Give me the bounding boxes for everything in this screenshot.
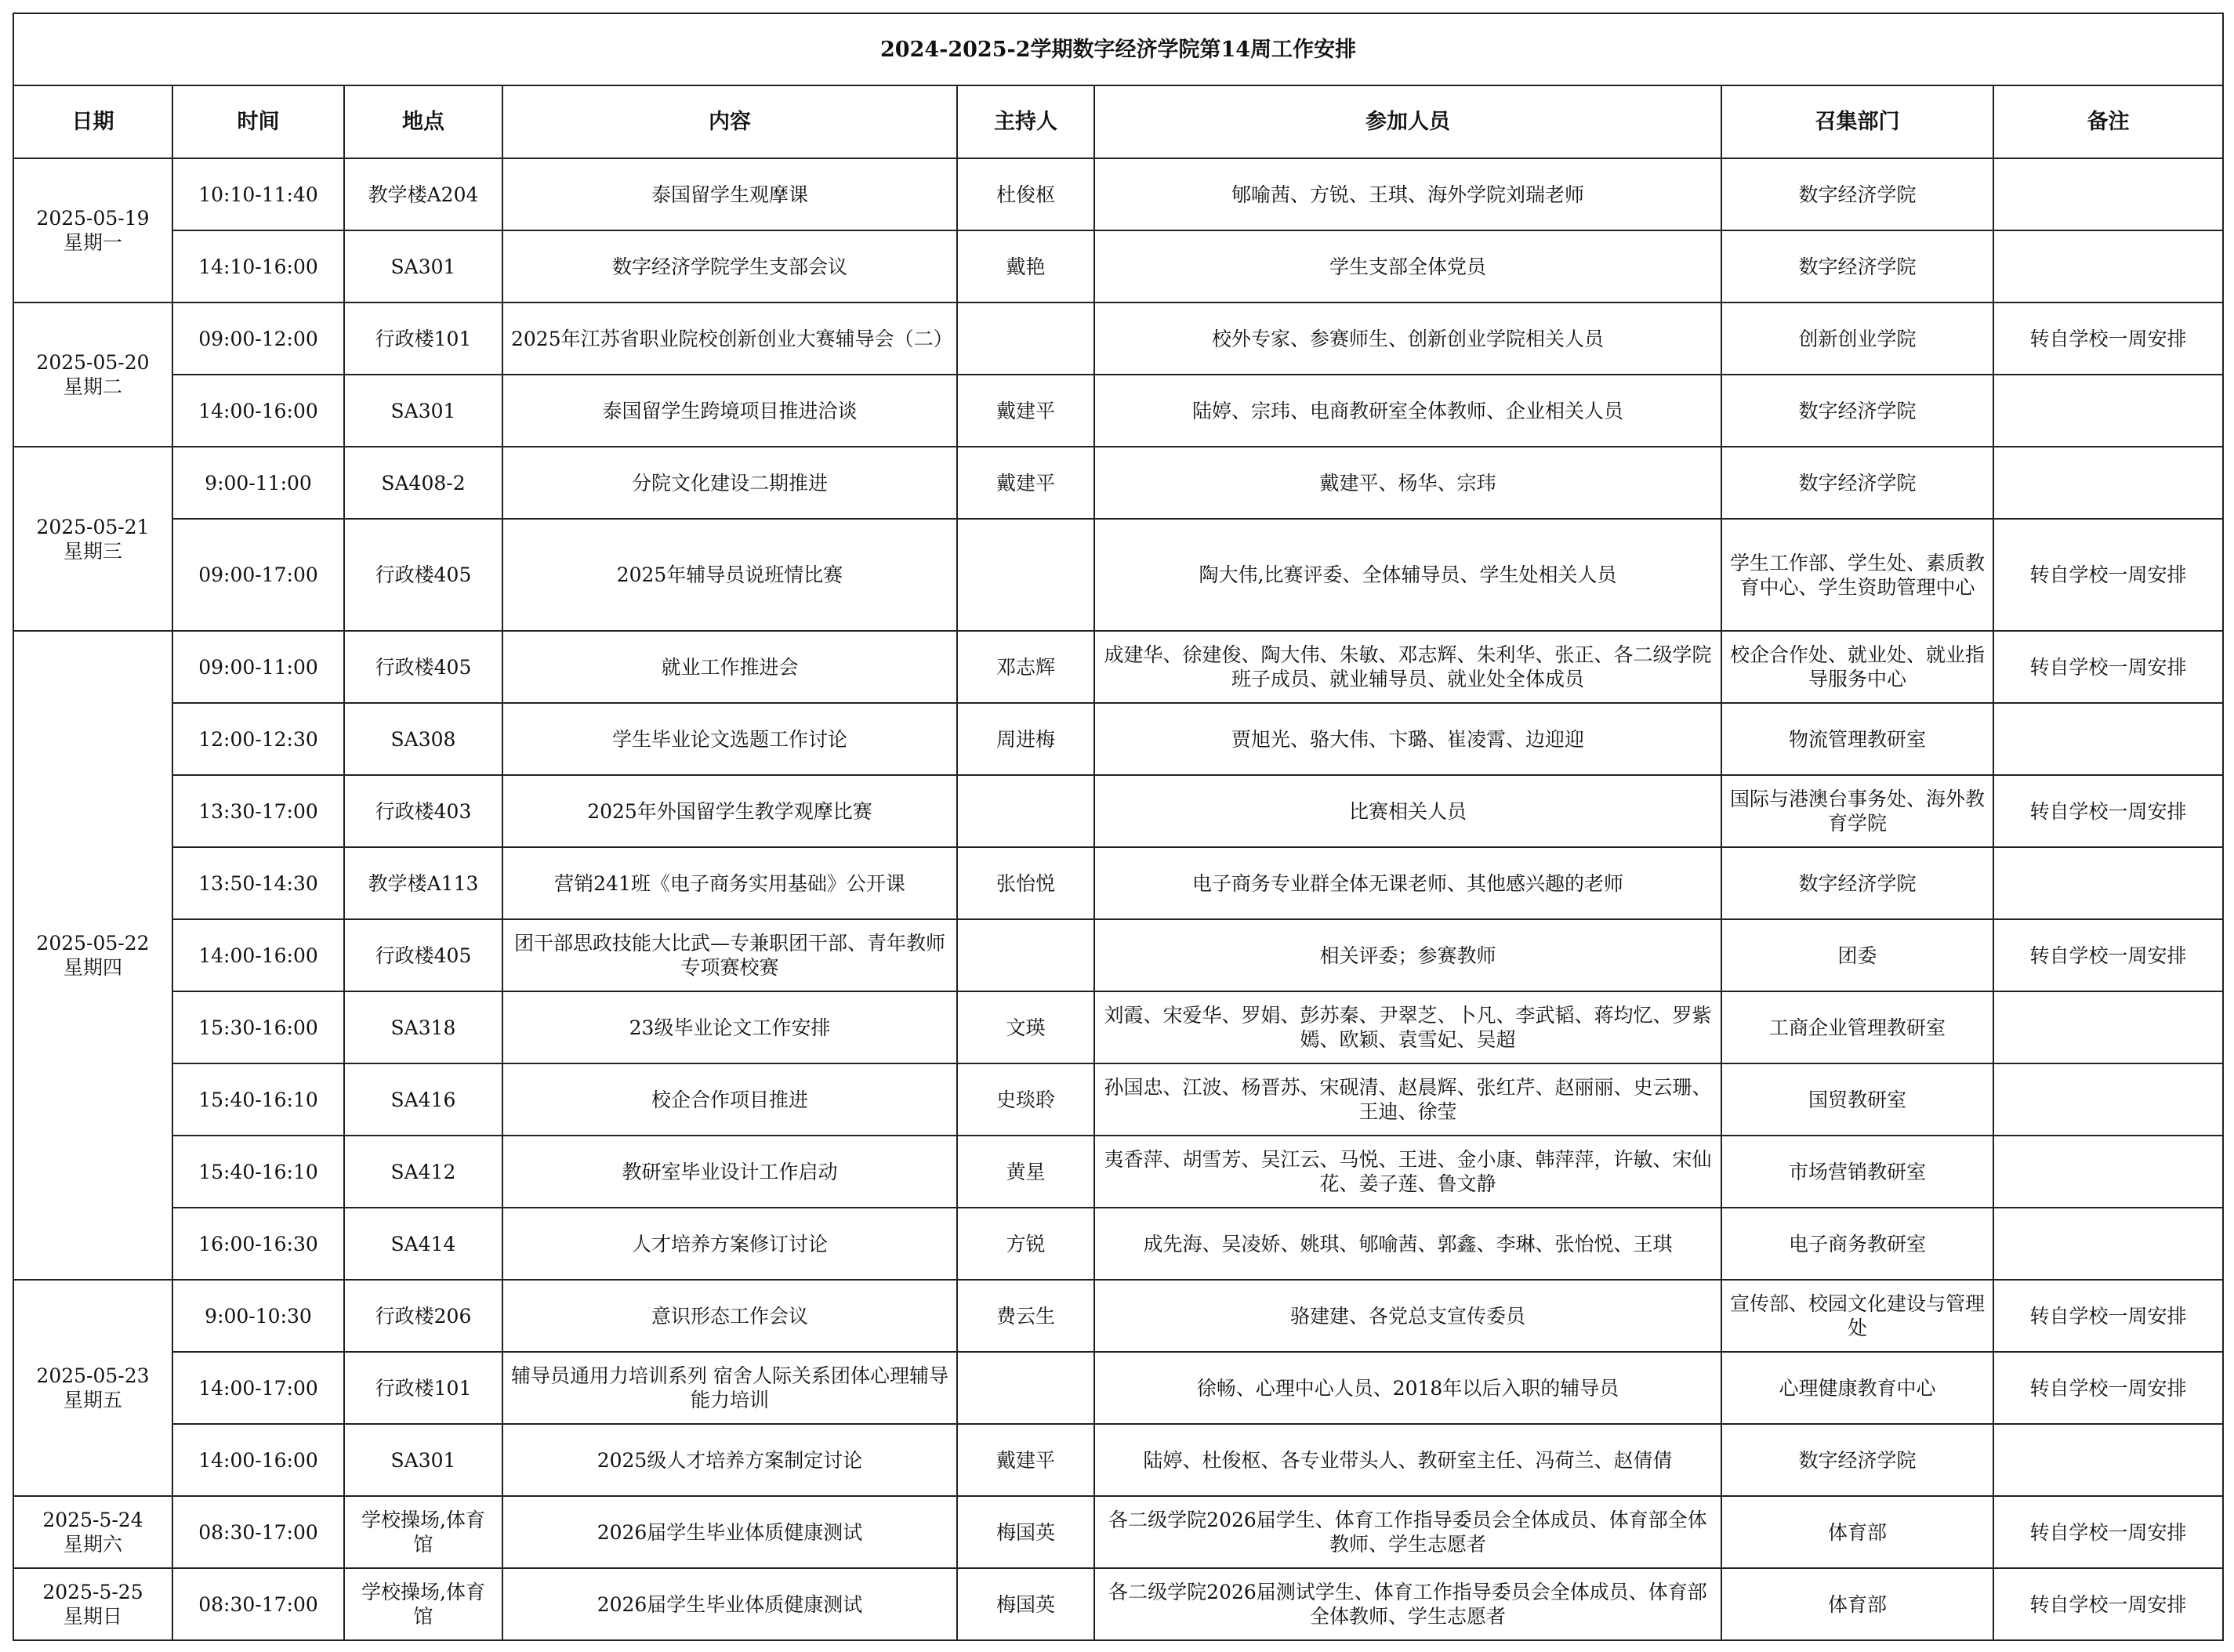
- dept-cell: 心理健康教育中心: [1721, 1352, 1993, 1424]
- participants-cell: 各二级学院2026届测试学生、体育工作指导委员会全体成员、体育部全体教师、学生志愿者: [1094, 1568, 1721, 1640]
- host-cell: 梅国英: [957, 1496, 1094, 1568]
- note-cell: 转自学校一周安排: [1993, 919, 2223, 991]
- dept-cell: 国贸教研室: [1721, 1063, 1993, 1136]
- note-cell: [1993, 703, 2223, 775]
- weekday-value: 星期五: [63, 1389, 122, 1411]
- participants-cell: 成先海、吴凌娇、姚琪、郇喻茜、郭鑫、李琳、张怡悦、王琪: [1094, 1208, 1721, 1280]
- place-cell: 学校操场,体育馆: [344, 1496, 502, 1568]
- content-cell: 学生毕业论文选题工作讨论: [502, 703, 957, 775]
- content-cell: 泰国留学生跨境项目推进洽谈: [502, 375, 957, 447]
- host-cell: 费云生: [957, 1280, 1094, 1352]
- time-cell: 15:40-16:10: [172, 1063, 344, 1136]
- table-title: 2024-2025-2学期数字经济学院第14周工作安排: [13, 13, 2223, 85]
- note-cell: [1993, 375, 2223, 447]
- schedule-table: [13, 13, 2224, 1641]
- content-cell: 辅导员通用力培训系列 宿舍人际关系团体心理辅导能力培训: [502, 1352, 957, 1424]
- header-host: 主持人: [957, 85, 1094, 158]
- dept-cell: 宣传部、校园文化建设与管理处: [1721, 1280, 1993, 1352]
- table-row: [13, 775, 2223, 847]
- date-value: 2025-5-24: [42, 1509, 143, 1531]
- place-cell: 行政楼403: [344, 775, 502, 847]
- table-row: [13, 230, 2223, 303]
- date-cell: [13, 158, 172, 303]
- table-row: [13, 1568, 2223, 1640]
- time-cell: 15:40-16:10: [172, 1136, 344, 1208]
- dept-cell: 物流管理教研室: [1721, 703, 1993, 775]
- table-row: [13, 1208, 2223, 1280]
- date-cell: [13, 1568, 172, 1640]
- table-row: [13, 303, 2223, 375]
- participants-cell: 戴建平、杨华、宗玮: [1094, 447, 1721, 519]
- date-cell: [13, 631, 172, 1280]
- content-cell: 团干部思政技能大比武—专兼职团干部、青年教师专项赛校赛: [502, 919, 957, 991]
- table-row: [13, 991, 2223, 1063]
- date-cell: [13, 1496, 172, 1568]
- participants-cell: 陆婷、杜俊枢、各专业带头人、教研室主任、冯荷兰、赵倩倩: [1094, 1424, 1721, 1496]
- note-cell: [1993, 230, 2223, 303]
- note-cell: 转自学校一周安排: [1993, 1352, 2223, 1424]
- content-cell: 就业工作推进会: [502, 631, 957, 703]
- place-cell: 教学楼A204: [344, 158, 502, 230]
- dept-cell: 学生工作部、学生处、素质教育中心、学生资助管理中心: [1721, 519, 1993, 631]
- participants-cell: 陆婷、宗玮、电商教研室全体教师、企业相关人员: [1094, 375, 1721, 447]
- table-row: [13, 919, 2223, 991]
- content-cell: 2026届学生毕业体质健康测试: [502, 1496, 957, 1568]
- header-time: 时间: [172, 85, 344, 158]
- time-cell: 13:30-17:00: [172, 775, 344, 847]
- participants-cell: 比赛相关人员: [1094, 775, 1721, 847]
- note-cell: [1993, 1063, 2223, 1136]
- table-row: [13, 519, 2223, 631]
- note-cell: [1993, 1136, 2223, 1208]
- note-cell: [1993, 447, 2223, 519]
- weekday-value: 星期二: [63, 375, 122, 398]
- table-row: [13, 1063, 2223, 1136]
- host-cell: 邓志辉: [957, 631, 1094, 703]
- content-cell: 2025级人才培养方案制定讨论: [502, 1424, 957, 1496]
- participants-cell: 成建华、徐建俊、陶大伟、朱敏、邓志辉、朱利华、张正、各二级学院班子成员、就业辅导员、就业处全体成员: [1094, 631, 1721, 703]
- participants-cell: 骆建建、各党总支宣传委员: [1094, 1280, 1721, 1352]
- time-cell: 08:30-17:00: [172, 1496, 344, 1568]
- date-value: 2025-05-20: [36, 351, 150, 374]
- schedule-body: [13, 158, 2223, 1640]
- content-cell: 泰国留学生观摩课: [502, 158, 957, 230]
- table-row: [13, 703, 2223, 775]
- host-cell: 梅国英: [957, 1568, 1094, 1640]
- place-cell: 行政楼101: [344, 303, 502, 375]
- host-cell: 方锐: [957, 1208, 1094, 1280]
- host-cell: [957, 303, 1094, 375]
- dept-cell: 数字经济学院: [1721, 158, 1993, 230]
- place-cell: 行政楼206: [344, 1280, 502, 1352]
- table-row: [13, 1136, 2223, 1208]
- date-value: 2025-05-21: [36, 515, 150, 538]
- place-cell: 行政楼101: [344, 1352, 502, 1424]
- dept-cell: 数字经济学院: [1721, 230, 1993, 303]
- time-cell: 9:00-10:30: [172, 1280, 344, 1352]
- date-value: 2025-05-19: [36, 207, 150, 230]
- header-note: 备注: [1993, 85, 2223, 158]
- date-cell: [13, 447, 172, 631]
- table-row: [13, 631, 2223, 703]
- host-cell: [957, 775, 1094, 847]
- dept-cell: 体育部: [1721, 1496, 1993, 1568]
- dept-cell: 数字经济学院: [1721, 375, 1993, 447]
- place-cell: SA301: [344, 375, 502, 447]
- place-cell: SA301: [344, 1424, 502, 1496]
- dept-cell: 团委: [1721, 919, 1993, 991]
- table-row: [13, 447, 2223, 519]
- dept-cell: 数字经济学院: [1721, 1424, 1993, 1496]
- place-cell: 学校操场,体育馆: [344, 1568, 502, 1640]
- content-cell: 2025年辅导员说班情比赛: [502, 519, 957, 631]
- content-cell: 营销241班《电子商务实用基础》公开课: [502, 847, 957, 919]
- dept-cell: 电子商务教研室: [1721, 1208, 1993, 1280]
- time-cell: 09:00-12:00: [172, 303, 344, 375]
- participants-cell: 孙国忠、江波、杨晋苏、宋砚清、赵晨辉、张红芹、赵丽丽、史云珊、王迪、徐莹: [1094, 1063, 1721, 1136]
- time-cell: 9:00-11:00: [172, 447, 344, 519]
- header-place: 地点: [344, 85, 502, 158]
- dept-cell: 数字经济学院: [1721, 847, 1993, 919]
- participants-cell: 郇喻茜、方锐、王琪、海外学院刘瑞老师: [1094, 158, 1721, 230]
- time-cell: 14:00-16:00: [172, 375, 344, 447]
- content-cell: 2026届学生毕业体质健康测试: [502, 1568, 957, 1640]
- note-cell: 转自学校一周安排: [1993, 1496, 2223, 1568]
- weekday-value: 星期四: [63, 956, 122, 979]
- dept-cell: 校企合作处、就业处、就业指导服务中心: [1721, 631, 1993, 703]
- place-cell: SA416: [344, 1063, 502, 1136]
- time-cell: 10:10-11:40: [172, 158, 344, 230]
- place-cell: 行政楼405: [344, 519, 502, 631]
- place-cell: SA308: [344, 703, 502, 775]
- host-cell: [957, 1352, 1094, 1424]
- weekday-value: 星期一: [63, 231, 122, 254]
- note-cell: 转自学校一周安排: [1993, 775, 2223, 847]
- weekday-value: 星期日: [63, 1605, 122, 1628]
- dept-cell: 数字经济学院: [1721, 447, 1993, 519]
- time-cell: 13:50-14:30: [172, 847, 344, 919]
- time-cell: 14:10-16:00: [172, 230, 344, 303]
- host-cell: 黄星: [957, 1136, 1094, 1208]
- note-cell: [1993, 158, 2223, 230]
- place-cell: 行政楼405: [344, 631, 502, 703]
- time-cell: 09:00-11:00: [172, 631, 344, 703]
- note-cell: [1993, 991, 2223, 1063]
- content-cell: 数字经济学院学生支部会议: [502, 230, 957, 303]
- table-row: [13, 1352, 2223, 1424]
- place-cell: SA412: [344, 1136, 502, 1208]
- host-cell: 张怡悦: [957, 847, 1094, 919]
- header-dept: 召集部门: [1721, 85, 1993, 158]
- note-cell: 转自学校一周安排: [1993, 519, 2223, 631]
- host-cell: [957, 919, 1094, 991]
- content-cell: 2025年外国留学生教学观摩比赛: [502, 775, 957, 847]
- host-cell: 周进梅: [957, 703, 1094, 775]
- table-row: [13, 158, 2223, 230]
- note-cell: 转自学校一周安排: [1993, 303, 2223, 375]
- time-cell: 15:30-16:00: [172, 991, 344, 1063]
- content-cell: 人才培养方案修订讨论: [502, 1208, 957, 1280]
- table-row: [13, 375, 2223, 447]
- note-cell: 转自学校一周安排: [1993, 631, 2223, 703]
- content-cell: 教研室毕业设计工作启动: [502, 1136, 957, 1208]
- time-cell: 14:00-16:00: [172, 1424, 344, 1496]
- date-cell: [13, 303, 172, 447]
- host-cell: 戴建平: [957, 447, 1094, 519]
- time-cell: 09:00-17:00: [172, 519, 344, 631]
- note-cell: 转自学校一周安排: [1993, 1280, 2223, 1352]
- dept-cell: 工商企业管理教研室: [1721, 991, 1993, 1063]
- participants-cell: 学生支部全体党员: [1094, 230, 1721, 303]
- table-row: [13, 1496, 2223, 1568]
- participants-cell: 各二级学院2026届学生、体育工作指导委员会全体成员、体育部全体教师、学生志愿者: [1094, 1496, 1721, 1568]
- header-participants: 参加人员: [1094, 85, 1721, 158]
- dept-cell: 市场营销教研室: [1721, 1136, 1993, 1208]
- content-cell: 23级毕业论文工作安排: [502, 991, 957, 1063]
- host-cell: 戴艳: [957, 230, 1094, 303]
- place-cell: SA414: [344, 1208, 502, 1280]
- host-cell: 戴建平: [957, 375, 1094, 447]
- note-cell: [1993, 1208, 2223, 1280]
- time-cell: 14:00-17:00: [172, 1352, 344, 1424]
- table-row: [13, 1280, 2223, 1352]
- date-value: 2025-5-25: [42, 1581, 143, 1603]
- participants-cell: 校外专家、参赛师生、创新创业学院相关人员: [1094, 303, 1721, 375]
- host-cell: 文瑛: [957, 991, 1094, 1063]
- place-cell: 教学楼A113: [344, 847, 502, 919]
- time-cell: 08:30-17:00: [172, 1568, 344, 1640]
- host-cell: 戴建平: [957, 1424, 1094, 1496]
- participants-cell: 陶大伟,比赛评委、全体辅导员、学生处相关人员: [1094, 519, 1721, 631]
- content-cell: 分院文化建设二期推进: [502, 447, 957, 519]
- note-cell: [1993, 847, 2223, 919]
- content-cell: 校企合作项目推进: [502, 1063, 957, 1136]
- place-cell: 行政楼405: [344, 919, 502, 991]
- note-cell: [1993, 1424, 2223, 1496]
- host-cell: 杜俊枢: [957, 158, 1094, 230]
- place-cell: SA301: [344, 230, 502, 303]
- schedule-sheet: [13, 13, 2222, 1641]
- content-cell: 2025年江苏省职业院校创新创业大赛辅导会（二）: [502, 303, 957, 375]
- table-row: [13, 1424, 2223, 1496]
- dept-cell: 创新创业学院: [1721, 303, 1993, 375]
- header-date: 日期: [13, 85, 172, 158]
- participants-cell: 夷香萍、胡雪芳、吴江云、马悦、王进、金小康、韩萍萍，许敏、宋仙花、姜子莲、鲁文静: [1094, 1136, 1721, 1208]
- participants-cell: 相关评委；参赛教师: [1094, 919, 1721, 991]
- place-cell: SA318: [344, 991, 502, 1063]
- dept-cell: 国际与港澳台事务处、海外教育学院: [1721, 775, 1993, 847]
- weekday-value: 星期六: [63, 1533, 122, 1556]
- participants-cell: 电子商务专业群全体无课老师、其他感兴趣的老师: [1094, 847, 1721, 919]
- date-cell: [13, 1280, 172, 1496]
- date-value: 2025-05-23: [36, 1364, 150, 1387]
- place-cell: SA408-2: [344, 447, 502, 519]
- header-content: 内容: [502, 85, 957, 158]
- weekday-value: 星期三: [63, 539, 122, 563]
- host-cell: [957, 519, 1094, 631]
- participants-cell: 贾旭光、骆大伟、卞璐、崔凌霄、边迎迎: [1094, 703, 1721, 775]
- date-value: 2025-05-22: [36, 932, 150, 955]
- time-cell: 12:00-12:30: [172, 703, 344, 775]
- participants-cell: 徐畅、心理中心人员、2018年以后入职的辅导员: [1094, 1352, 1721, 1424]
- time-cell: 14:00-16:00: [172, 919, 344, 991]
- table-row: [13, 847, 2223, 919]
- host-cell: 史琰聆: [957, 1063, 1094, 1136]
- time-cell: 16:00-16:30: [172, 1208, 344, 1280]
- note-cell: 转自学校一周安排: [1993, 1568, 2223, 1640]
- participants-cell: 刘霞、宋爱华、罗娟、彭苏秦、尹翠芝、卜凡、李武韬、蒋均忆、罗紫嫣、欧颖、袁雪妃、吴超: [1094, 991, 1721, 1063]
- content-cell: 意识形态工作会议: [502, 1280, 957, 1352]
- dept-cell: 体育部: [1721, 1568, 1993, 1640]
